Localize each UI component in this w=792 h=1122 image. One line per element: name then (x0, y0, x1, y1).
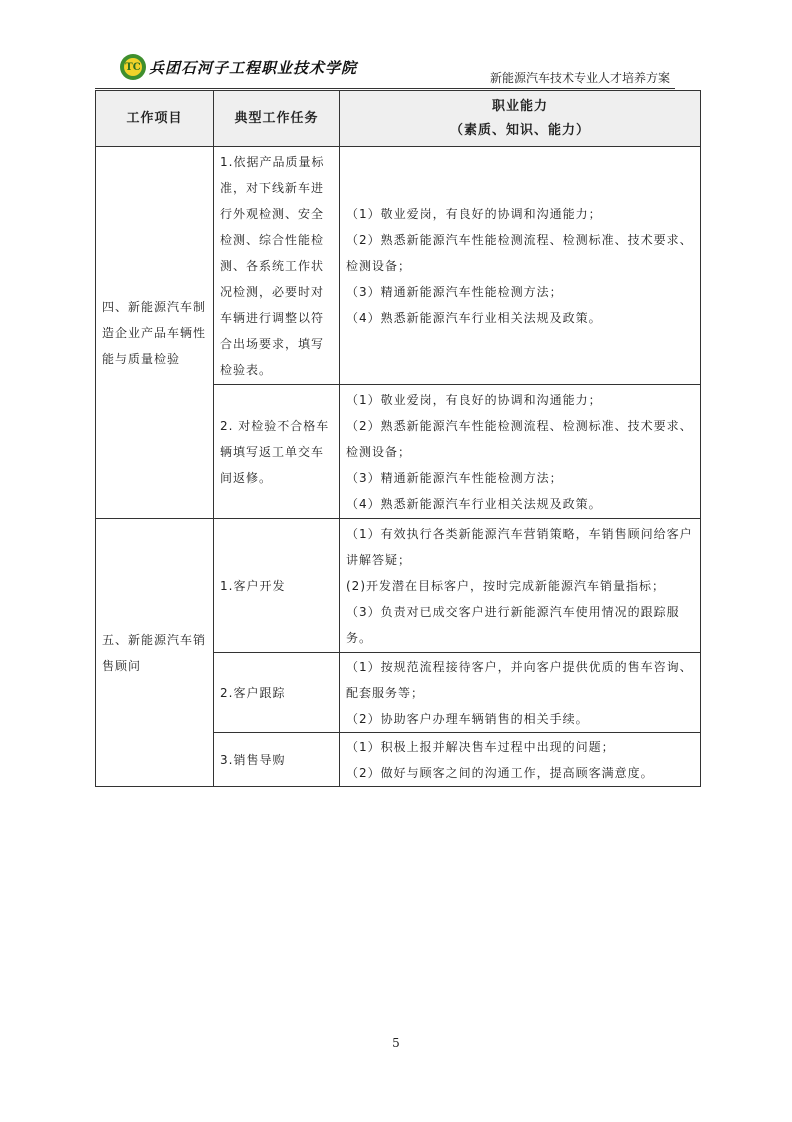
ability-line: (2)开发潜在目标客户，按时完成新能源汽车销量指标； (346, 578, 666, 593)
ability-line: （3）精通新能源汽车性能检测方法； (346, 284, 563, 299)
ability-line: （4）熟悉新能源汽车行业相关法规及政策。 (346, 310, 602, 325)
ability-cell (340, 147, 701, 385)
project-cell: 四、新能源汽车制造企业产品车辆性能与质量检验 (96, 147, 214, 519)
school-name: 兵团石河子工程职业技术学院 (149, 59, 358, 77)
header-ability-subtitle: （素质、知识、能力） (449, 122, 590, 138)
task-cell: 1.客户开发 (214, 519, 340, 653)
ability-line: （1）敬业爱岗，有良好的协调和沟通能力； (346, 206, 602, 221)
header-task: 典型工作任务 (214, 91, 340, 147)
task-cell: 2.客户跟踪 (214, 653, 340, 733)
task-cell: 3.销售导购 (214, 733, 340, 787)
ability-cell (340, 653, 701, 733)
ability-line: （2）做好与顾客之间的沟通工作，提高顾客满意度。 (346, 765, 654, 780)
ability-line: （2）熟悉新能源汽车性能检测流程、检测标准、技术要求、检测设备； (346, 232, 693, 273)
page-number: 5 (392, 1036, 400, 1050)
header-divider (95, 88, 675, 89)
header-ability-title: 职业能力 (491, 98, 548, 114)
ability-line: （1）有效执行各类新能源汽车营销策略，车销售顾问给客户讲解答疑； (346, 526, 693, 567)
ability-cell (340, 385, 701, 519)
ability-line: （1）敬业爱岗，有良好的协调和沟通能力； (346, 392, 602, 407)
ability-line: （1）积极上报并解决售车过程中出现的问题； (346, 739, 615, 754)
logo-glyph: TC (124, 58, 142, 76)
header-ability (340, 91, 701, 147)
table-row (96, 147, 701, 385)
ability-line: （4）熟悉新能源汽车行业相关法规及政策。 (346, 496, 602, 511)
ability-line: （1）按规范流程接待客户，并向客户提供优质的售车咨询、配套服务等； (346, 659, 693, 700)
ability-line: （3）负责对已成交客户进行新能源汽车使用情况的跟踪服务。 (346, 604, 680, 645)
table-row (96, 519, 701, 653)
ability-line: （2）协助客户办理车辆销售的相关手续。 (346, 711, 589, 726)
school-logo-icon (120, 54, 146, 80)
project-cell: 五、新能源汽车销售顾问 (96, 519, 214, 787)
page-header (95, 50, 700, 90)
header-project: 工作项目 (96, 91, 214, 147)
ability-line: （3）精通新能源汽车性能检测方法； (346, 470, 563, 485)
task-cell: 1.依据产品质量标准，对下线新车进行外观检测、安全检测、综合性能检测、各系统工作状况检测，必要时对车辆进行调整以符合出场要求，填写检验表。 (214, 147, 340, 385)
task-cell: 2. 对检验不合格车辆填写返工单交车间返修。 (214, 385, 340, 519)
ability-cell (340, 519, 701, 653)
document-title: 新能源汽车技术专业人才培养方案 (489, 71, 670, 85)
ability-cell (340, 733, 701, 787)
table-header-row (96, 91, 701, 147)
ability-line: （2）熟悉新能源汽车性能检测流程、检测标准、技术要求、检测设备； (346, 418, 693, 459)
ability-table (95, 90, 701, 787)
